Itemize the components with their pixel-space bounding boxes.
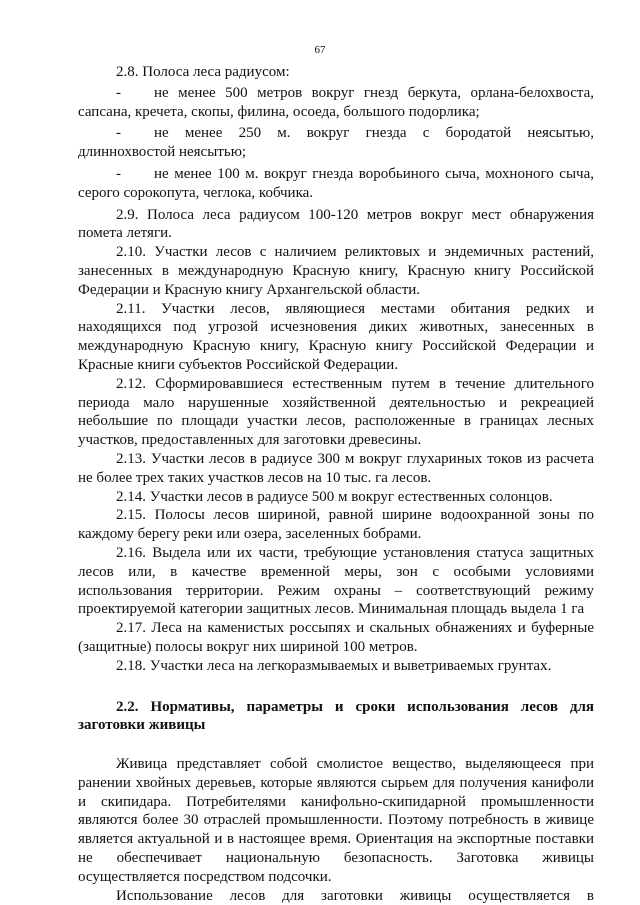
paragraph-2-16: 2.16. Выдела или их части, требующие установления статуса защитных лесов или, в качестве временной меры, зон с особыми условиями использования территории. Режим охраны – соответствующий режиму проектируемой категории защитных лесов. Минимальная площадь выдела 1 га [78,544,594,618]
paragraph-2-13: 2.13. Участки лесов в радиусе 300 м вокруг глухариных токов из расчета не более трех таких участков лесов на 10 тыс. га лесов. [78,450,594,486]
paragraph-2-12: 2.12. Сформировавшиеся естественным путем в течение длительного периода мало нарушенные хозяйственной деятельностью и рекреацией небольшие по площади участки лесов, расположенные в границах лесных участков, предоставленных для заготовки древесины. [78,375,594,449]
page-content [78,63,594,905]
bullet-item-3 [78,165,594,203]
paragraph-2-15: 2.15. Полосы лесов шириной, равной ширине водоохранной зоны по каждому берегу реки или озера, заселенных бобрами. [78,507,594,543]
bullet-item-1 [78,84,594,122]
bullet-item-2 [78,124,594,162]
paragraph-2-11: 2.11. Участки лесов, являющиеся местами обитания редких и находящихся под угрозой исчезновения диких животных, занесенных в международную Красную книгу, Красную книгу Российской Федерации и Красные книги субъектов Российской Федерации. [78,300,594,373]
paragraph-resin-intro: Живица представляет собой смолистое вещество, выделяющееся при ранении хвойных деревьев, которые являются сырьем для получения канифоли и скипидара. Потребителями канифольно-скипидарной промышленности являются более 30 отраслей промышленности. Поэтому потребность в живице является актуальной и в настоящее время. Ориентация на экспортные поставки не обеспечивает национальную безопасность. Заготовка живицы осуществляется посредством подсочки. [78,756,594,885]
paragraph-2-14: 2.14. Участки лесов в радиусе 500 м вокруг естественных солонцов. [116,488,553,505]
page-number: 67 [314,44,326,56]
bullet-dash: - [116,84,121,101]
paragraph-2-10: 2.10. Участки лесов с наличием реликтовых и эндемичных растений, занесенных в международную Красную книгу, Красную книгу Российской Федерации и Красную книгу Архангельской области. [78,244,594,298]
bullet-dash: - [116,125,121,142]
paragraph-2-8: 2.8. Полоса леса радиусом: [116,64,290,80]
paragraph-2-18: 2.18. Участки леса на легкоразмываемых и выветриваемых грунтах. [116,657,552,674]
paragraph-2-9: 2.9. Полоса леса радиусом 100-120 метров вокруг мест обнаружения помета летяги. [78,206,594,242]
bullet-text-3: не менее 100 м. вокруг гнезда воробьиного сыча, мохноного сыча, серого сорокопута, чеглока, кобчика. [78,165,594,201]
paragraph-2-17: 2.17. Леса на каменистых россыпях и скальных обнажениях и буферные (защитные) полосы вокруг них шириной 100 метров. [78,620,594,655]
bullet-text-2: не менее 250 м. вокруг гнезда с бородатой неясытью, длиннохвостой неясытью; [78,125,594,161]
bullet-text-1: не менее 500 метров вокруг гнезд беркута, орлана-белохвоста, сапсана, кречета, скопы, филина, осоеда, большого подорлика; [78,84,594,120]
section-heading: 2.2. Нормативы, параметры и сроки использования лесов для заготовки живицы [78,698,594,734]
paragraph-resin-usage: Использование лесов для заготовки живицы осуществляется в [116,887,594,904]
bullet-dash: - [116,165,121,182]
